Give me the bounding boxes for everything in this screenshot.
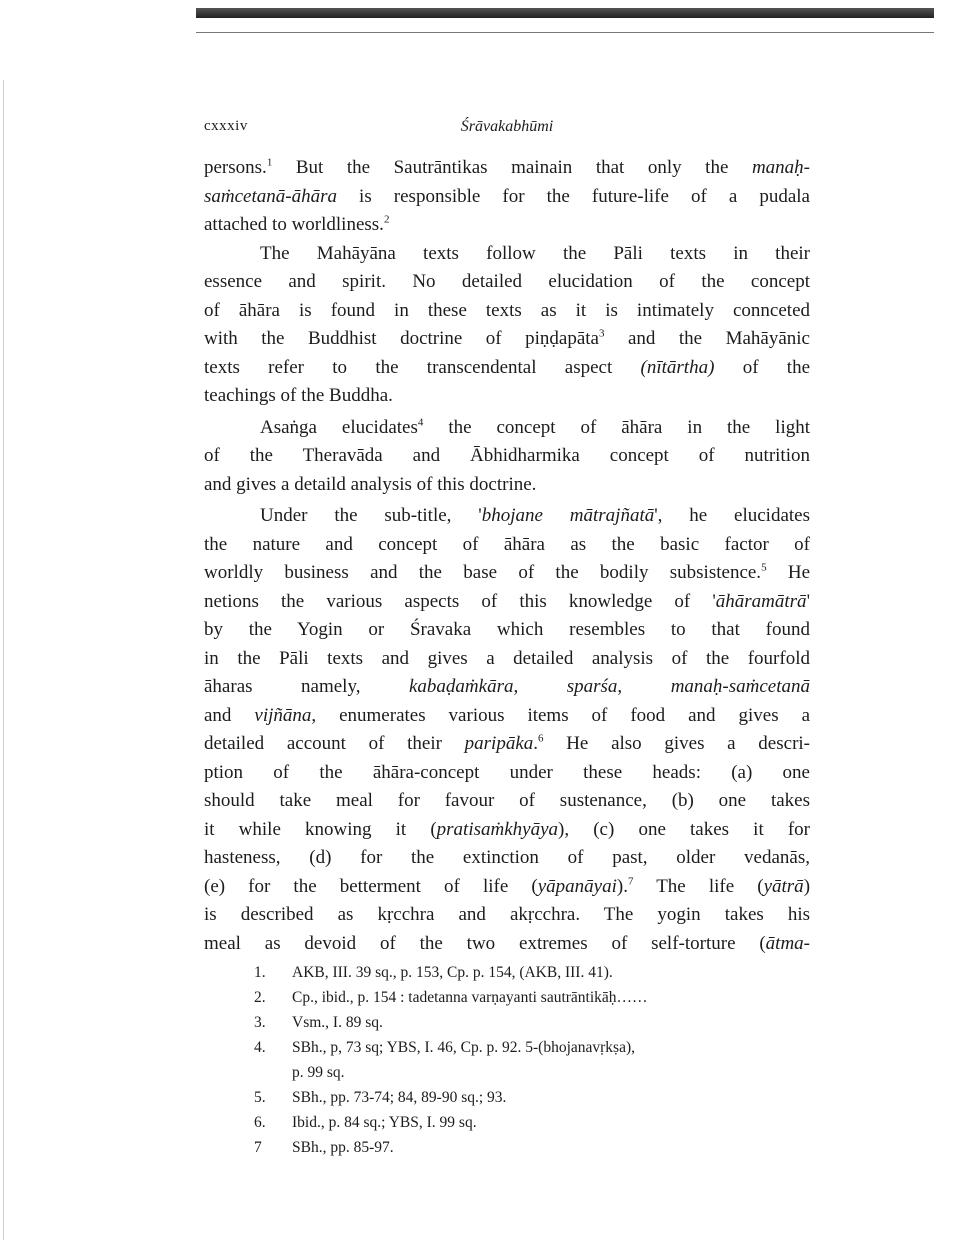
running-title: Śrāvakabhūmi [460,118,554,135]
text-line: by the Yogin or Śravaka which resembles to that found [204,619,810,640]
body-text [204,154,810,958]
text-line: of the Theravāda and Ābhidharmika concept of nutrition [204,445,810,466]
text-line: saṁcetanā-āhāra is responsible for the future-life of a pudala [204,185,810,207]
text-line: it while knowing it (pratisaṁkhyāya), (c) one takes it for [204,818,810,840]
scan-left-edge [3,80,4,1240]
text-line: Under the sub-title, 'bhojane mātrajñatā', he elucidates [260,505,810,526]
text-line: of āhāra is found in these texts as it is intimately connceted [204,299,810,321]
footnote: 4. SBh., p, 73 sq; YBS, I. 46, Cp. p. 92. 5-(bhojanavṛkṣa), p. 99 sq. [254,1039,635,1081]
text-line: and vijñāna, enumerates various items of food and gives a [204,704,810,726]
scan-top-border [196,8,934,18]
text-line: worldly business and the base of the bodily subsistence.$^5$ He [204,561,810,583]
footnote: 1. AKB, III. 39 sq., p. 153, Cp. p. 154, (AKB, III. 41). [254,964,613,981]
text-line: in the Pāli texts and gives a detailed analysis of the fourfold [204,647,810,669]
footnote: 7 SBh., pp. 85-97. [254,1139,394,1156]
page-number: cxxxiv [204,118,248,134]
text-line: the nature and concept of āhāra as the basic factor of [204,533,810,555]
footnotes [254,960,814,1160]
text-line: Asaṅga elucidates$^4$ the concept of āhāra in the light [260,416,810,438]
text-line: (e) for the betterment of life (yāpanāyai).$^7$ The life (yātrā) [204,875,810,897]
scan-top-rule [196,32,934,33]
text-line: attached to worldliness.$^2$ [204,213,390,235]
text-line: essence and spirit. No detailed elucidation of the concept [204,271,810,292]
footnote: 5. SBh., pp. 73-74; 84, 89-90 sq.; 93. [254,1089,507,1106]
text-line: texts refer to the transcendental aspect (nītārtha) of the [204,356,810,378]
text-line: should take meal for favour of sustenance, (b) one takes [204,790,810,811]
footnote: 2. Cp., ibid., p. 154 : tadetanna varṇayanti sautrāntikāḥ…… [254,989,648,1006]
text-line: ption of the āhāra-concept under these heads: (a) one [204,761,810,783]
text-line: hasteness, (d) for the extinction of past, older vedanās, [204,847,810,868]
text-line: detailed account of their paripāka.$^6$ He also gives a descri- [204,732,810,754]
text-line: persons.$^1$ But the Sautrāntikas mainain that only the manaḥ- [204,156,810,178]
text-line: āharas namely, kabaḍaṁkāra, sparśa, manaḥ-saṁcetanā [204,676,810,697]
running-head [204,118,810,138]
text-line: teachings of the Buddha. [204,385,393,406]
text-line: netions the various aspects of this knowledge of 'āhāramātrā' [204,590,810,612]
text-line: with the Buddhist doctrine of piṇḍapāta$^3$ and the Mahāyānic [204,327,810,349]
text-line: and gives a detaild analysis of this doctrine. [204,473,537,495]
text-line: is described as kṛcchra and akṛcchra. The yogin takes his [204,904,810,925]
text-line: The Mahāyāna texts follow the Pāli texts in their [260,242,810,264]
footnote: 6. Ibid., p. 84 sq.; YBS, I. 99 sq. [254,1114,477,1131]
text-line: meal as devoid of the two extremes of self-torture (ātma- [204,932,810,954]
footnote: 3. Vsm., I. 89 sq. [254,1014,383,1031]
